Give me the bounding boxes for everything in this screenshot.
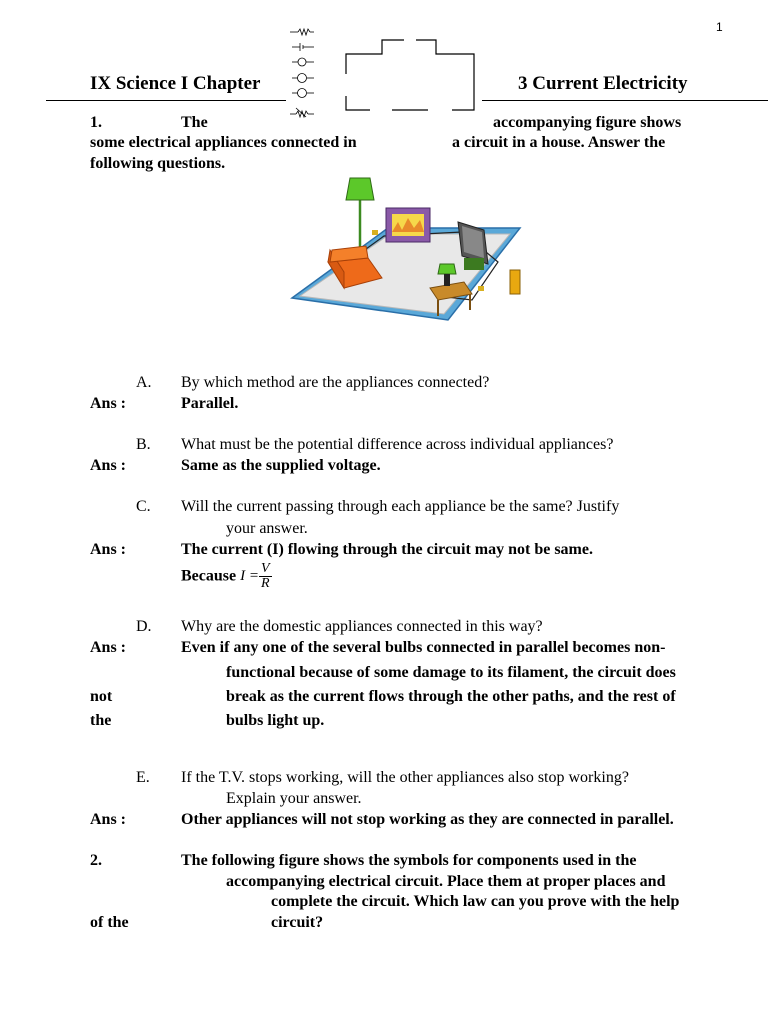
qC-formula-denominator: R [260,576,270,591]
qA-answer: Parallel. [181,395,239,412]
qD-question: Why are the domestic appliances connected in this way? [181,618,543,635]
q2-number: 2. [90,852,102,869]
qD-ans-label: Ans : [90,639,127,656]
page-number: 1 [716,20,723,34]
qD-letter: D. [136,618,152,635]
q1-line2-a: some electrical appliances connected in [90,134,357,151]
qB-answer: Same as the supplied voltage. [181,457,381,474]
qB-letter: B. [136,436,151,453]
q2-line3: complete the circuit. Which law can you prove with the help [271,893,680,910]
qC-question-2: your answer. [226,520,308,537]
qD-answer-4: bulbs light up. [226,712,325,729]
qA-letter: A. [136,374,152,391]
qD-answer-3-left: not [90,688,113,705]
qC-because: Because [181,567,237,585]
header-right: 3 Current Electricity [518,73,688,94]
q1-line2-b: a circuit in a house. Answer the [452,134,666,151]
qC-answer-2 [181,562,272,591]
q2-line4-left: of the [90,914,129,931]
qC-formula-fraction [259,562,272,591]
qC-question-1: Will the current passing through each appliance be the same? Justify [181,498,620,515]
qD-answer-3: break as the current flows through the other paths, and the rest of [226,688,676,705]
header-rule-right [482,100,768,101]
q1-line3: following questions. [90,155,226,172]
qC-ans-label: Ans : [90,541,127,558]
qC-letter: C. [136,498,151,515]
qD-answer-1: Even if any one of the several bulbs connected in parallel becomes non- [181,639,666,656]
qC-formula-lhs: I = [240,568,259,584]
qC-formula-numerator: V [260,561,270,576]
qE-answer: Other appliances will not stop working as they are connected in parallel. [181,811,674,828]
qA-ans-label: Ans : [90,395,127,412]
qA-question: By which method are the appliances connected? [181,374,490,391]
q1-line1-b: accompanying figure shows [493,114,682,131]
header-left: IX Science I Chapter [90,73,261,94]
qB-question: What must be the potential difference across individual appliances? [181,436,614,453]
q2-line1: The following figure shows the symbols for components used in the [181,852,637,869]
header-rule-left [46,100,286,101]
qB-ans-label: Ans : [90,457,127,474]
qE-question-1: If the T.V. stops working, will the other appliances also stop working? [181,769,629,786]
q2-line4: circuit? [271,914,324,931]
q1-line1-a: The [181,114,208,131]
qD-answer-4-left: the [90,712,112,729]
qC-answer-1: The current (I) flowing through the circuit may not be same. [181,541,593,558]
q2-line2: accompanying electrical circuit. Place them at proper places and [226,873,666,890]
q1-number: 1. [90,114,102,131]
qE-letter: E. [136,769,150,786]
qE-ans-label: Ans : [90,811,127,828]
qD-answer-2: functional because of some damage to its filament, the circuit does [226,664,676,681]
house-appliances-illustration [288,170,528,330]
qE-question-2: Explain your answer. [226,790,362,807]
circuit-symbols-figure [286,22,476,122]
